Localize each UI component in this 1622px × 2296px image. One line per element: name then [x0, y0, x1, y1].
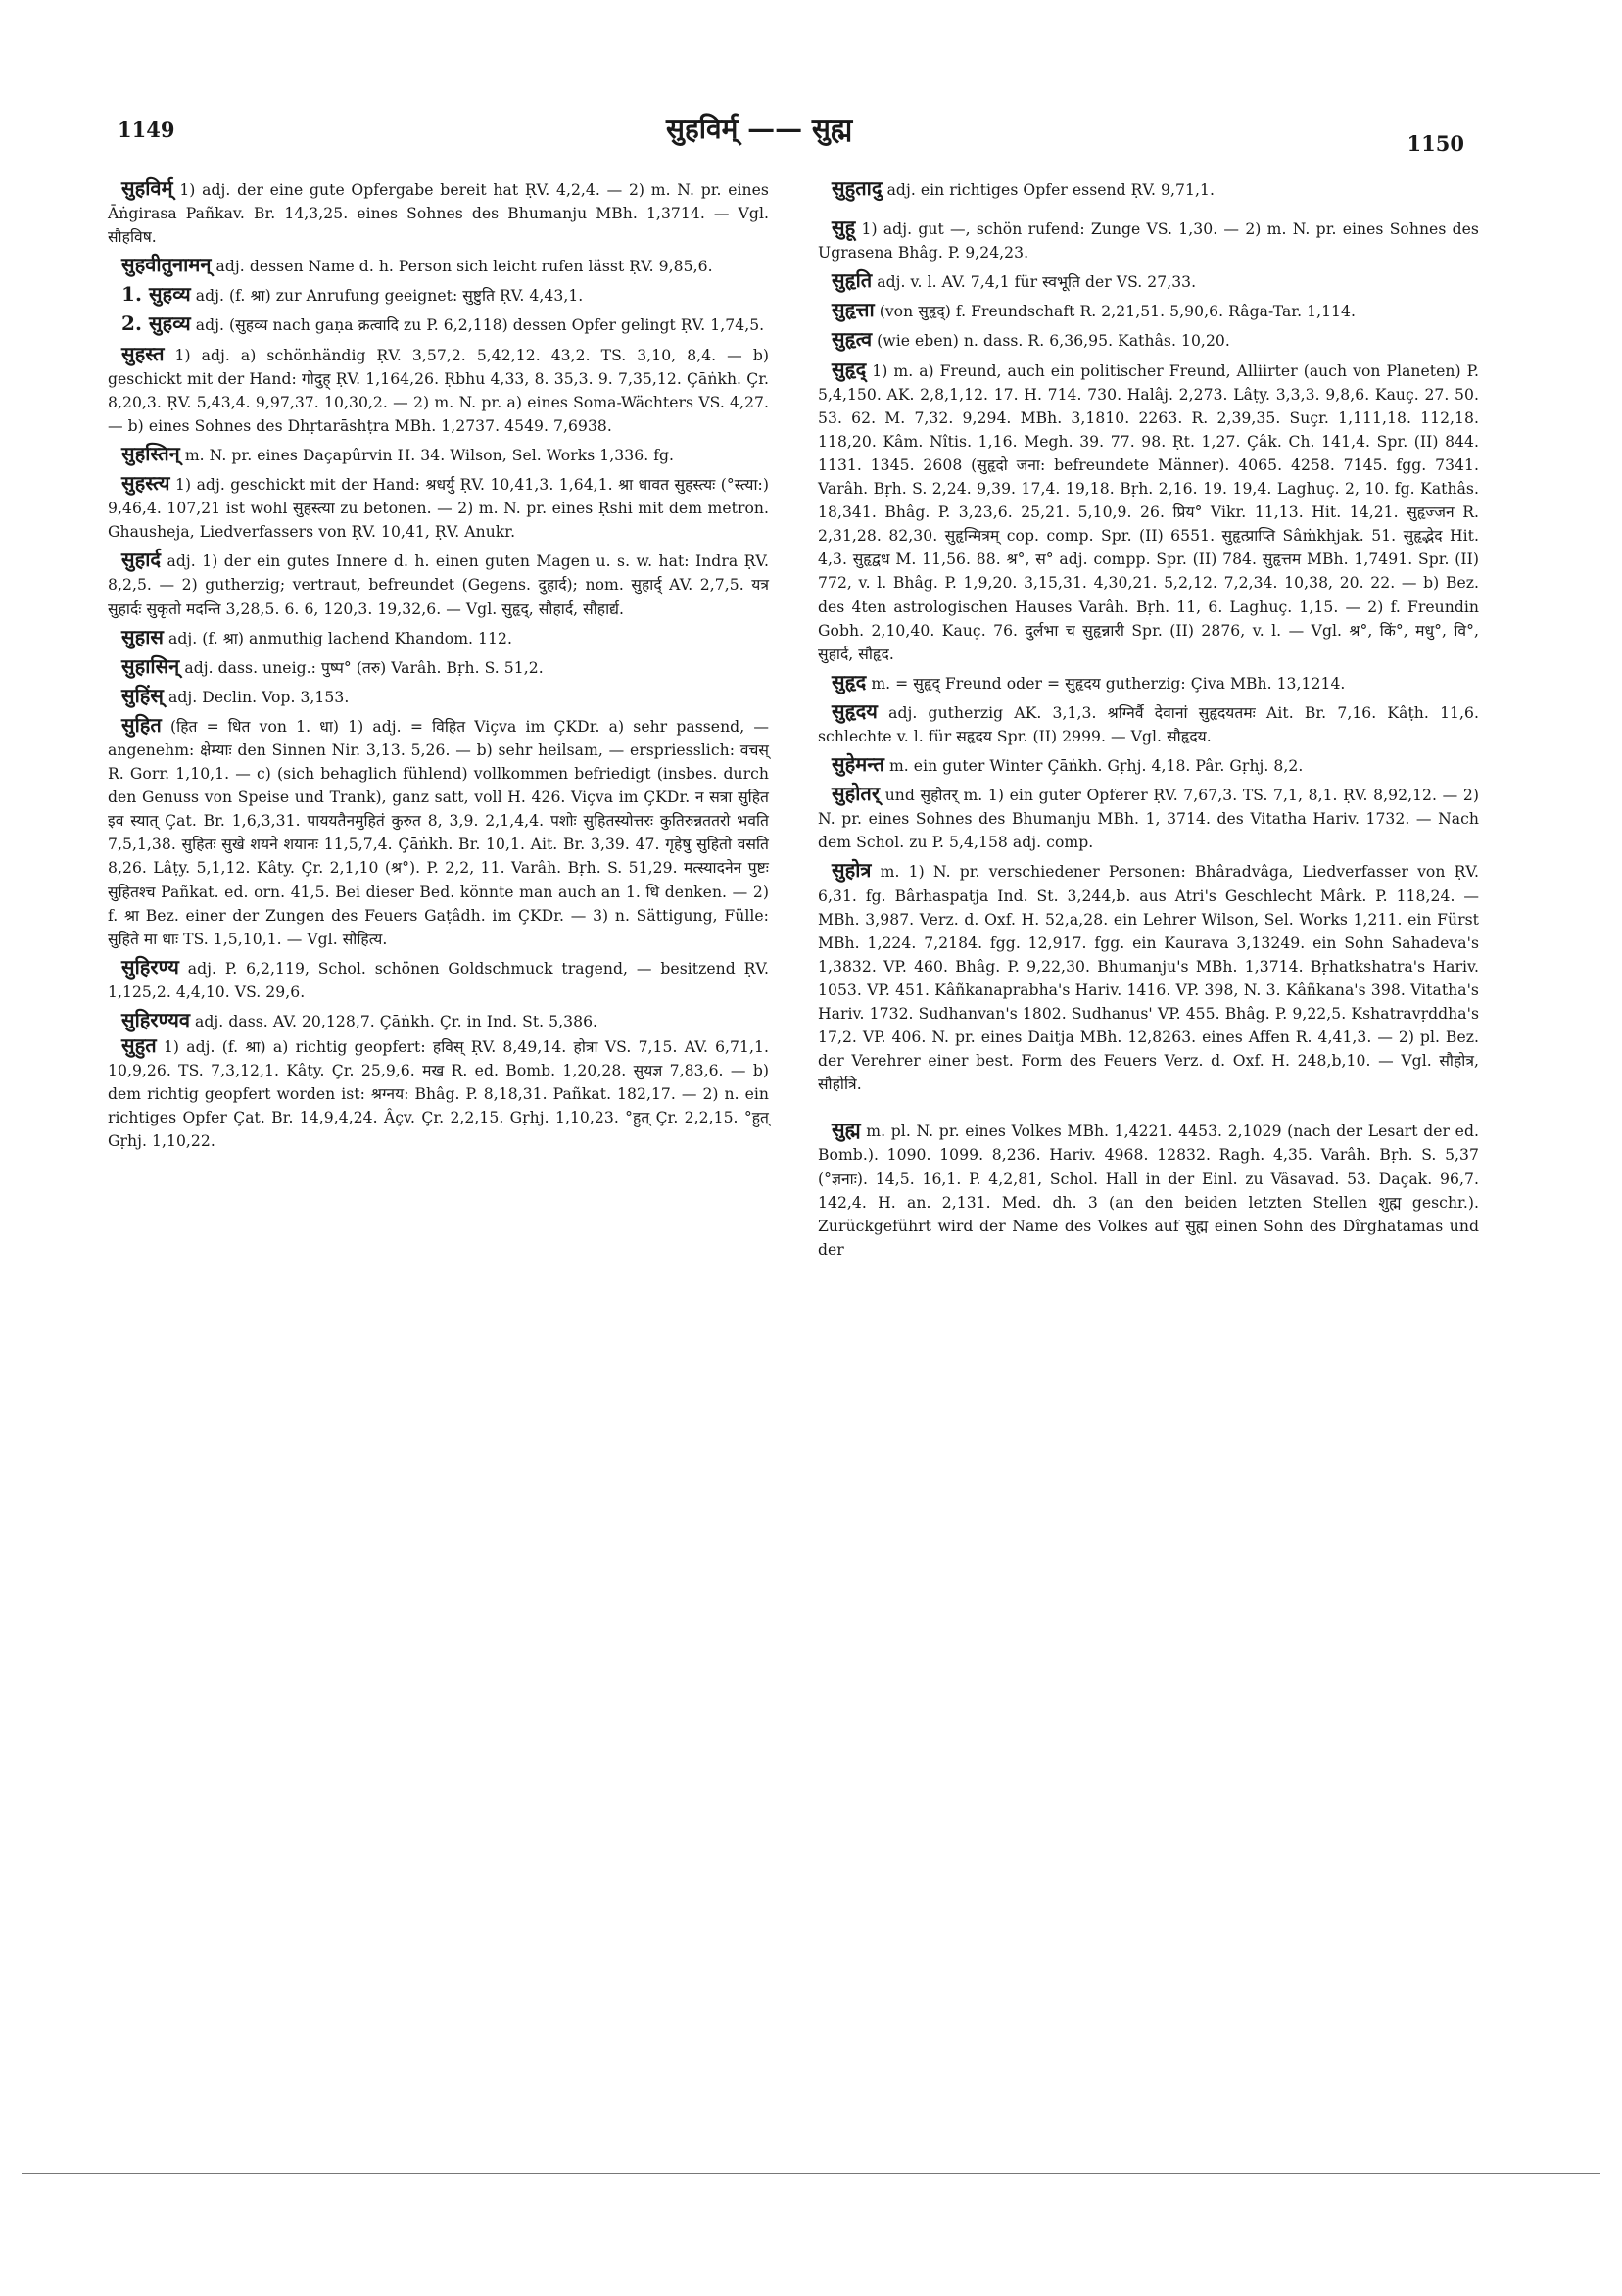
footer-rule	[22, 2173, 1600, 2174]
entry-definition: 1) m. a) Freund, auch ein politischer Freund, Alliirter (auch von Planeten) P. 5,4,150. AK. 2,8,1,12. 17. H. 714. 730. Halâj. 2,273. Lâṭy. 3,3,3. 9,8,6. Kauç. 27. 50. 53. 62. M. 7,32. 9,294. MBh. 3,1810. 2263. R. 2,39,35. Suçr. 1,111,18. 112,18. 118,20. Kâm. Nîtis. 1,16. Megh. 39. 77. 98. Ṛt. 1,27. Çâk. Ch. 141,4. Spr. (II) 844. 1131. 1345. 2608 (सुहृदो जना: befreundete Männer). 4065. 4258. 7145. fgg. 7341. Varâh. Bṛh. S. 2,24. 9,39. 17,4. 19,18. Bṛh. 2,16. 19. 19,4. Laghuç. 2, 10. fg. Kathâs. 18,341. Bhâg. P. 3,23,6. 25,21. 5,10,9. 26. प्रिय° Vikr. 11,13. Hit. 14,21. सुहृज्जन R. 2,31,28. 82,30. सुहृन्मित्रम् cop. comp. Spr. (II) 6551. सुहृत्प्राप्ति Sâṁkhjak. 51. सुहृद्भेद Hit. 4,3. सुहृद्वध M. 11,56. 88. श्र°, स° adj. compp. Spr. (II) 784. सुहृत्तम MBh. 1,7491. Spr. (II) 772, v. l. Bhâg. P. 1,9,20. 3,15,31. 4,30,21. 5,2,12. 7,2,34. 10,38, 20. 22. — b) Bez. des 4ten astrologischen Hauses Varâh. Bṛh. 11, 6. Laghuç. 1,15. — 2) f. Freundin Gobh. 2,10,40. Kauç. 76. दुर्लभा च सुहृन्नारी Spr. (II) 2876, v. l. — Vgl. श्र°, किं°, मधु°, वि°, सुहार्द, सौहृद.	[818, 361, 1479, 663]
entry-headword: सुहित	[121, 712, 162, 737]
entry-headword: सुहुतादु	[832, 176, 883, 200]
entry-headword: सुहुत	[121, 1033, 157, 1058]
dictionary-entry	[108, 471, 769, 544]
entry-headword: सुहवीतुनामन्	[121, 253, 212, 277]
dictionary-entry	[108, 1033, 769, 1153]
entry-headword: सुहोत्र	[832, 858, 872, 883]
page-number-left: 1149	[118, 118, 175, 142]
entry-definition: adj. (सुहव्य nach gaṇa क्रत्वादि zu P. 6,2,118) dessen Opfer gelingt ṚV. 1,74,5.	[195, 316, 765, 335]
dictionary-entry	[818, 298, 1479, 323]
entry-headword: सुहिंस्	[121, 683, 164, 707]
entry-definition: adj. dessen Name d. h. Person sich leicht rufen lässt ṚV. 9,85,6.	[215, 258, 713, 276]
dictionary-entry	[818, 268, 1479, 294]
entry-definition: adj. P. 6,2,119, Schol. schönen Goldschmuck tragend, — besitzend ṚV. 1,125,2. 4,4,10. VS. 29,6.	[108, 959, 769, 1001]
dictionary-entry	[818, 358, 1479, 666]
entry-definition: (wie eben) n. dass. R. 6,36,95. Kathâs. 10,20.	[877, 332, 1230, 351]
entry-definition: adj. Declin. Vop. 3,153.	[168, 688, 350, 706]
dictionary-entry	[108, 654, 769, 680]
dictionary-entry	[818, 327, 1479, 353]
entry-headword: सुहोतर्	[832, 782, 881, 806]
dictionary-entry	[818, 699, 1479, 748]
entry-headword: सुहृद	[832, 669, 867, 694]
entry-definition: (von सुहृद्) f. Freundschaft R. 2,21,51. 5,90,6. Râga-Tar. 1,114.	[879, 303, 1357, 321]
entry-headword: सुहस्तिन्	[121, 441, 180, 465]
entry-headword: सुहिरण्य	[121, 954, 179, 979]
dictionary-entry	[818, 670, 1479, 695]
entry-headword: सुहिरण्यव	[121, 1008, 191, 1031]
running-head: सुहविर्म् —— सुह्म	[666, 113, 853, 145]
entry-headword: सुहासिन्	[121, 653, 180, 678]
entry-headword: सुहस्त	[121, 341, 165, 365]
entry-headword: सुहृदय	[832, 698, 878, 723]
entry-headword: 2. सुहव्य	[121, 311, 191, 336]
dictionary-entry	[108, 1008, 769, 1033]
entry-definition: 1) adj. (f. श्रा) a) richtig geopfert: हविस् ṚV. 8,49,14. होत्रा VS. 7,15. AV. 6,71,1. 10,9,26. TS. 7,3,12,1. Kâty. Çr. 25,9,6. मख R. ed. Bomb. 1,20,28. सुयज्ञ 7,83,6. — b) dem richtig geopfert worden ist: श्रग्नय: Bhâg. P. 8,18,31. Pañkat. 182,17. — 2) n. ein richtiges Opfer Çat. Br. 14,9,4,24. Âçv. Çr. 2,2,15. Gṛhj. 1,10,23. °हुत् Çr. 2,2,15. °हुत् Gṛhj. 1,10,22.	[108, 1038, 769, 1151]
page-header	[108, 110, 1464, 157]
entry-definition: adj. gutherzig AK. 3,1,3. श्रग्निर्वै देवानां सुहृदयतमः Ait. Br. 7,16. Kâṭh. 11,6. schlechte v. l. für सहृदय Spr. (II) 2999. — Vgl. सौहृदय.	[818, 703, 1479, 745]
entry-headword: सुहविर्म्	[121, 176, 173, 200]
dictionary-entry	[108, 442, 769, 467]
entry-definition: m. N. pr. eines Daçapûrvin H. 34. Wilson, Sel. Works 1,336. fg.	[184, 446, 675, 464]
dictionary-entry	[818, 176, 1479, 202]
dictionary-entry	[108, 713, 769, 951]
dictionary-entry	[108, 311, 769, 337]
entry-definition: 1) adj. der eine gute Opfergabe bereit hat ṚV. 4,2,4. — 2) m. N. pr. eines Āṅgirasa Pañkav. Br. 14,3,25. eines Sohnes des Bhumanju MBh. 1,3714. — Vgl. सौहविष.	[108, 181, 769, 247]
dictionary-entry	[108, 253, 769, 278]
left-column	[108, 176, 769, 1154]
entry-definition: 1) adj. gut —, schön rufend: Zunge VS. 1,30. — 2) m. N. pr. eines Sohnes des Ugrasena Bhâg. P. 9,24,23.	[818, 220, 1479, 263]
page-number-right: 1150	[1407, 131, 1464, 156]
entry-definition: m. = सुहृद् Freund oder = सुहृदय gutherzig: Çiva MBh. 13,1214.	[871, 674, 1346, 693]
entry-headword: सुहास	[121, 624, 164, 648]
entry-definition: m. ein guter Winter Çāṅkh. Gṛhj. 4,18. Pâr. Gṛhj. 8,2.	[888, 757, 1304, 776]
entry-definition: adj. (f. श्रा) zur Anrufung geeignet: सुष्टुति ṚV. 4,43,1.	[195, 287, 584, 306]
entry-definition: m. pl. N. pr. eines Volkes MBh. 1,4221. 4453. 2,1029 (nach der Lesart der ed. Bomb.). 1090. 1099. 8,236. Hariv. 4968. 12832. Ragh. 4,35. Varâh. Bṛh. S. 5,37 (°ज्ञनाः). 14,5. 16,1. P. 4,2,81, Schol. Hall in der Einl. zu Vâsavad. 53. Daçak. 96,7. 142,4. H. an. 2,131. Med. dh. 3 (an den beiden letzten Stellen शुह्म geschr.). Zurückgeführt wird der Name des Volkes auf सुह्म einen Sohn des Dîrghatamas und der	[818, 1123, 1479, 1259]
entry-headword: सुहार्द	[121, 548, 162, 572]
entry-definition: adj. dass. AV. 20,128,7. Çāṅkh. Çr. in Ind. St. 5,386.	[195, 1013, 598, 1030]
entry-headword: सुहृत्ता	[832, 298, 875, 322]
dictionary-entry	[108, 955, 769, 1004]
right-column	[818, 176, 1479, 1262]
entry-definition: und सुहोतर् m. 1) ein guter Opferer ṚV. 7,67,3. TS. 7,1, 8,1. ṚV. 8,92,12. — 2) N. pr. eines Sohnes des Bhumanju MBh. 1, 3714. des Vitatha Hariv. 1732. — Nach dem Schol. zu P. 5,4,158 adj. comp.	[818, 787, 1479, 852]
entry-definition: adj. ein richtiges Opfer essend ṚV. 9,71,1.	[886, 181, 1215, 199]
dictionary-entry	[108, 176, 769, 249]
entry-definition: adj. (f. श्रा) anmuthig lachend Khandom. 112.	[168, 629, 512, 647]
entry-definition: 1) adj. geschickt mit der Hand: श्रधर्यु ṚV. 10,41,3. 1,64,1. श्रा धावत सुहस्त्यः (°स्त्या:) 9,46,4. 107,21 ist wohl सुहस्त्या zu betonen. — 2) m. N. pr. eines Ṛshi mit dem metron. Ghausheja, Liedverfassers von ṚV. 10,41, ṚV. Anukr.	[108, 476, 769, 542]
entry-definition: m. 1) N. pr. verschiedener Personen: Bhâradvâga, Liedverfasser von ṚV. 6,31. fg. Bârhaspatja Ind. St. 3,244,b. aus Atri's Geschlecht Mârk. P. 118,24. — MBh. 3,987. Verz. d. Oxf. H. 52,a,28. ein Lehrer Wilson, Sel. Works 1,211. ein Fürst MBh. 1,224. 7,2184. fgg. 12,917. fgg. ein Kaurava 3,13249. ein Sohn Sahadeva's 1,3832. VP. 460. Bhâg. P. 9,22,30. Bhumanju's MBh. 1,3714. Bṛhatkshatra's Hariv. 1053. VP. 451. Kâñkanaprabha's Hariv. 1416. VP. 398, N. 3. Kâñkana's 398. Vitatha's Hariv. 1732. Sudhanvan's 1802. Sudhanus' VP. 455. Bhâg. P. 9,22,5. Kshatravṛddha's 17,2. VP. 406. N. pr. eines Daitja MBh. 12,8263. eines Affen R. 4,41,3. — 2) pl. Bez. der Verehrer einer best. Form des Feuers Verz. d. Oxf. H. 248,b,10. — Vgl. सौहोत्र, सौहोत्रि.	[818, 863, 1479, 1094]
dictionary-entry	[108, 342, 769, 438]
dictionary-entry	[818, 1118, 1479, 1262]
entry-headword: 1. सुहव्य	[121, 282, 191, 307]
entry-headword: सुहृद्	[832, 357, 867, 381]
dictionary-entry	[818, 215, 1479, 264]
entry-definition: (हित = धित von 1. धा) 1) adj. = विहित Viçva im ÇKDr. a) sehr passend, — angenehm: क्षेम्याः den Sinnen Nir. 3,13. 5,26. — b) sehr heilsam, — erspriesslich: वचस् R. Gorr. 1,10,1. — c) (sich behaglich fühlend) vollkommen befriedigt (insbes. durch den Genuss von Speise und Trank), ganz satt, voll H. 426. Viçva im ÇKDr. न सत्रा सुहित इव स्यात् Çat. Br. 1,6,3,31. पाययतैनमुहितं कुरुत 8, 3,9. 2,1,4,4. पशोः सुहितस्योत्तरः कुतिरुन्नततरो भवति 7,5,1,38. सुहितः सुखे शयने शयानः 11,5,7,4. Çāṅkh. Br. 10,1. Ait. Br. 3,39. 47. गृहेषु सुहितो वसति 8,26. Lâṭy. 5,1,12. Kâty. Çr. 2,1,10 (श्र°). P. 2,2, 11. Varâh. Bṛh. S. 51,29. मत्स्यादनेन पुष्टः सुहितश्च Pañkat. ed. orn. 41,5. Bei dieser Bed. könnte man auch an 1. धि denken. — 2) f. श्रा Bez. einer der Zungen des Feuers Gaṭâdh. im ÇKDr. — 3) n. Sättigung, Fülle: सुहिते मा धाः TS. 1,5,10,1. — Vgl. सौहित्य.	[108, 717, 769, 948]
dictionary-entry	[818, 752, 1479, 778]
dictionary-entry	[108, 282, 769, 308]
entry-definition: 1) adj. a) schönhändig ṚV. 3,57,2. 5,42,12. 43,2. TS. 3,10, 8,4. — b) geschickt mit der Hand: गोदुह् ṚV. 1,164,26. Ṛbhu 4,33, 8. 35,3. 9. 7,35,12. Çāṅkh. Çr. 8,20,3. ṚV. 5,43,4. 9,97,37. 10,30,2. — 2) m. N. pr. a) eines Soma-Wächters VS. 4,27. — b) eines Sohnes des Dhṛtarāshṭra MBh. 1,2737. 4549. 7,6938.	[108, 346, 769, 435]
entry-definition: adj. v. l. AV. 7,4,1 für स्वभूति der VS. 27,33.	[877, 273, 1197, 292]
dictionary-entry	[818, 858, 1479, 1096]
dictionary-entry	[108, 625, 769, 650]
dictionary-entry	[818, 782, 1479, 854]
entry-headword: सुहृत्व	[832, 327, 873, 352]
entry-definition: adj. dass. uneig.: पुष्प° (तरु) Varâh. Bṛh. S. 51,2.	[184, 658, 544, 677]
dictionary-entry	[108, 684, 769, 709]
entry-headword: सुहेमन्त	[832, 752, 884, 777]
entry-headword: सुहस्त्य	[121, 471, 170, 496]
entry-headword: सुहू	[832, 215, 856, 240]
entry-headword: सुह्म	[832, 1118, 861, 1142]
dictionary-entry	[108, 548, 769, 620]
entry-definition: adj. 1) der ein gutes Innere d. h. einen guten Magen u. s. w. hat: Indra ṚV. 8,2,5. — 2) gutherzig; vertraut, befreundet (Gegens. दुहार्द); nom. सुहार्द् AV. 2,7,5. यत्र सुहार्दः सुकृतो मदन्ति 3,28,5. 6. 6, 120,3. 19,32,6. — Vgl. सुहृद्, सौहार्द, सौहार्द्य.	[108, 552, 769, 618]
entry-headword: सुहृति	[832, 268, 873, 293]
